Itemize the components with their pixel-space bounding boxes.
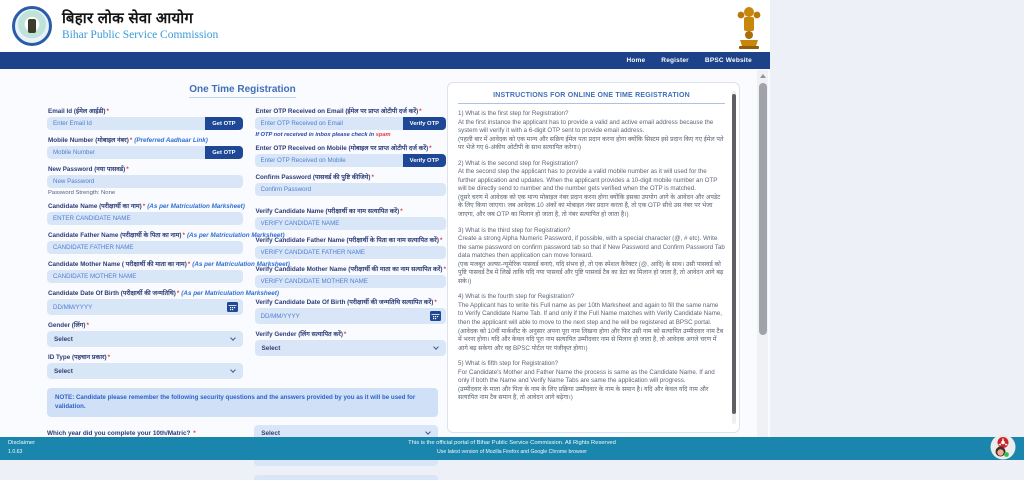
question-year-label: Which year did you complete your 10th/Matric?: [47, 429, 191, 437]
instruction-item-3: [458, 227, 725, 287]
instruction-answer-hi: (पहली बार में आवेदक को एक मान्य और सक्रिय ईमेल पता प्रदान करना होगा क्योंकि सिस्टम इसे प्रदान किए गए ईमेल पते पर भेजे गए 6-अंकीय ओटीपी के साथ सत्यापित करेगा।): [458, 135, 724, 152]
email-input[interactable]: [47, 117, 205, 130]
partially-visible-select[interactable]: [254, 475, 438, 480]
candidate-name-input[interactable]: [47, 212, 243, 225]
verify-otp-email-button[interactable]: Verify OTP: [403, 117, 446, 130]
required-marker: *: [187, 261, 191, 268]
instructions-panel: [447, 82, 740, 433]
dob-field: [47, 288, 279, 315]
required-marker: *: [443, 266, 446, 273]
instructions-scrollbar-track[interactable]: [732, 91, 736, 424]
matriculation-hint: (As per Matriculation Marksheet): [186, 232, 285, 239]
instruction-answer-en: The Applicant has to write his Full name as per 10th Marksheet and again to fill the same name to Verify Candidate Name Tab. If and only if the Full Name matches with Verify Candidate Name, then the applicant will able to move to the next step and he will be registered at BPSC portal.: [458, 301, 723, 327]
instruction-answer-hi: (दूसरे चरण में आवेदक को एक मान्य मोबाइल नंबर प्रदान करना होगा क्योंकि इसका उपयोग आगे के आवेदन और अपडेट के लिए किया जाएगा। जब आवेदक 10 अंकों का मोबाइल नंबर प्रदान करता है, तो एक OTP सीधे उस नंबर पर भेजा जाएगा, और जब OTP का मिलान हो जाता है, तो नंबर सत्यापित हो जाता है।): [458, 193, 721, 219]
instruction-answer-hi: (एक मजबूत अल्फा-न्यूमेरिक पासवर्ड बनाएं, यदि संभव हो, तो एक स्पेशल कैरेक्टर (@, आदि) के साथ। उसी पासवर्ड को पुष्टि पासवर्ड टैब में लिखें ताकि यदि नया पासवर्ड और पुष्टि पासवर्ड टैब का डेटा का मिलान हो जाता है, तो आवेदन आगे बढ़ सके।): [458, 260, 724, 285]
gender-select-value: Select: [54, 335, 73, 343]
chevron-down-icon: [230, 335, 236, 341]
verify-mother-name-input[interactable]: [255, 275, 446, 288]
chevron-down-icon: [433, 344, 439, 350]
nav-register-link[interactable]: Register: [661, 57, 689, 64]
spam-warning-text: [256, 132, 446, 138]
ashoka-emblem-icon: [735, 4, 763, 50]
instruction-answer-en: At the second step the applicant has to provide a valid mobile number as it will used for the further application and updates. When the applicant provides a 10-digit mobile number an OTP will be directly send to number and the number gets verified when the OTP is matched.: [458, 168, 718, 193]
nav-home-link[interactable]: Home: [626, 57, 646, 64]
verify-dob-calendar-icon[interactable]: [430, 308, 446, 324]
new-password-field: [47, 164, 243, 196]
id-type-select[interactable]: [47, 363, 243, 379]
gender-label: Gender (लिंग): [48, 322, 86, 329]
dob-input[interactable]: [47, 299, 227, 315]
verify-gender-select-value: Select: [261, 344, 281, 352]
id-type-select-value: Select: [54, 367, 73, 375]
bpsc-logo-seal-icon: [12, 6, 52, 46]
footer-browser-text: Use latest version of Mozilla Firefox and Google Chrome browser: [437, 449, 587, 455]
page-scrollbar-track[interactable]: [757, 70, 768, 437]
form-right-column: [255, 106, 446, 384]
otp-mobile-label: Enter OTP Received on Mobile (मोबाइल पर प्राप्त ओटीपी दर्ज करें): [255, 145, 429, 152]
scroll-up-arrow-icon[interactable]: [760, 74, 766, 78]
instruction-question: 3) What is the third step for Registration?: [458, 226, 571, 234]
footer: [0, 437, 1024, 460]
required-marker: *: [193, 429, 196, 437]
verify-candidate-name-label: Verify Candidate Name (परीक्षार्थी का नाम सत्यापित करें): [255, 208, 400, 215]
top-navbar: [0, 52, 770, 69]
get-otp-email-button[interactable]: Get OTP: [205, 117, 242, 130]
aadhaar-link-hint: (Preferred Aadhaar Link): [134, 137, 208, 144]
id-type-field: [47, 352, 243, 379]
instruction-answer-hi: (आवेदक को 10वीं मार्कशीट के अनुसार अपना पूरा नाम लिखना होगा और फिर उसी नाम को सत्यापित उम्मीदवार नाम टैब में भरना होगा। यदि और केवल यदि पूरा नाम सत्यापित उम्मीदवार नाम से मिलान हो जाता है, तो आवेदक अगले चरण में आगे बढ़ सकेगा और वह BPSC पोर्टल पर पंजीकृत होगा।): [458, 327, 724, 352]
verify-candidate-name-input[interactable]: [255, 217, 446, 230]
required-marker: *: [371, 174, 374, 181]
dob-label: Candidate Date Of Birth (परीक्षार्थी की जन्मतिथि): [48, 290, 176, 297]
father-name-label: Candidate Father Name (परीक्षार्थी के पिता का नाम): [48, 232, 182, 239]
required-marker: *: [176, 290, 180, 297]
header-titles: [62, 8, 218, 41]
gender-select[interactable]: [47, 331, 243, 347]
required-marker: *: [106, 108, 109, 115]
verify-father-name-field: [255, 235, 446, 259]
id-type-label: ID Type (पहचान प्रकार): [48, 354, 107, 361]
instruction-item-2: [458, 160, 725, 220]
email-field: [47, 106, 243, 130]
chevron-down-icon: [425, 430, 431, 436]
form-left-column: [47, 106, 290, 384]
verify-gender-field: [255, 329, 446, 356]
verify-otp-mobile-button[interactable]: Verify OTP: [403, 154, 446, 167]
mobile-input[interactable]: [47, 146, 205, 159]
instruction-question: 4) What is the fourth step for Registration?: [458, 293, 575, 301]
verify-dob-input[interactable]: [255, 308, 430, 324]
main-content: [0, 69, 770, 437]
required-marker: *: [86, 322, 89, 329]
instruction-answer-en: For Candidate's Mother and Father Name the process is same as the Candidate Name. If and only if both the Name and Verify Name Tabs are same the application will progress.: [458, 368, 715, 385]
get-otp-mobile-button[interactable]: Get OTP: [205, 146, 242, 159]
required-marker: *: [439, 237, 443, 244]
verify-gender-select[interactable]: [255, 340, 446, 356]
verify-mother-name-field: [255, 264, 446, 288]
nav-bpsc-website-link[interactable]: BPSC Website: [704, 57, 752, 64]
confirm-password-input[interactable]: [255, 183, 446, 196]
father-name-field: [47, 230, 285, 254]
instruction-question: 5) What is fifth step for Registration?: [458, 360, 559, 368]
disclaimer-link[interactable]: Disclaimer: [8, 440, 36, 446]
required-marker: *: [400, 208, 403, 215]
registration-form: [47, 79, 446, 480]
header: [0, 0, 770, 52]
mother-name-input[interactable]: [47, 270, 243, 283]
footer-official-text: This is the official portal of Bihar Public Service Commission. All Rights Reserved: [408, 440, 616, 446]
verify-mother-name-label: Verify Candidate Mother Name (परीक्षार्थी की माता का नाम सत्यापित करें): [255, 266, 443, 273]
candidate-name-label: Candidate Name (परीक्षार्थी का नाम): [48, 203, 142, 210]
matriculation-hint: (As per Matriculation Marksheet): [181, 290, 279, 297]
new-password-label: New Password (नया पासवर्ड): [48, 166, 126, 173]
gender-field: [47, 320, 243, 347]
otp-mobile-field: [255, 143, 446, 167]
required-marker: *: [419, 108, 422, 115]
form-title: One Time Registration: [189, 84, 296, 98]
required-marker: *: [126, 166, 129, 173]
instructions-title: INSTRUCTIONS FOR ONLINE ONE TIME REGISTRATION: [493, 92, 690, 99]
page-scrollbar-thumb[interactable]: [759, 83, 767, 335]
spam-highlight: spam: [375, 132, 391, 138]
mother-name-label: Candidate Mother Name ( परीक्षार्थी की माता का नाम): [48, 261, 187, 268]
verify-dob-label: Verify Candidate Date Of Birth (परीक्षार्थी की जन्मतिथि सत्यापित करें): [255, 299, 434, 306]
dob-calendar-icon[interactable]: [227, 299, 243, 315]
mobile-label: Mobile Number (मोबाइल नंबर): [48, 137, 129, 144]
question-year-select-value: Select: [261, 429, 281, 437]
instruction-item-4: [458, 293, 725, 353]
required-marker: *: [142, 203, 146, 210]
instruction-item-1: [458, 110, 725, 153]
required-marker: *: [343, 331, 347, 338]
otp-email-input[interactable]: [255, 117, 403, 130]
required-marker: *: [429, 145, 432, 152]
divider: [458, 103, 725, 104]
verify-gender-label: Verify Gender (लिंग सत्यापित करें): [255, 331, 343, 338]
instruction-question: 1) What is the first step for Registration?: [458, 110, 569, 117]
otp-mobile-input[interactable]: [255, 154, 403, 167]
otp-email-label: Enter OTP Received on Email (ईमेल पर प्राप्त ओटीपी दर्ज करें): [255, 108, 419, 115]
father-name-input[interactable]: [47, 241, 243, 254]
email-label: Email Id (ईमेल आईडी): [48, 108, 106, 115]
verify-father-name-input[interactable]: [255, 246, 446, 259]
verify-candidate-name-field: [255, 206, 446, 230]
mobile-field: [47, 135, 243, 159]
required-marker: *: [107, 354, 111, 361]
version-text: 1.0.63: [8, 449, 23, 455]
chevron-down-icon: [230, 367, 236, 373]
instruction-item-5: [458, 360, 725, 403]
spam-warning-body: If OTP not received in inbox please check in: [255, 132, 375, 138]
mother-name-field: [47, 259, 290, 283]
site-title-english: Bihar Public Service Commission: [62, 29, 219, 41]
new-password-input[interactable]: [47, 175, 243, 188]
required-marker: *: [434, 299, 437, 306]
verify-dob-field: [255, 297, 446, 324]
matriculation-hint: (As per Matriculation Marksheet): [192, 261, 290, 268]
confirm-password-field: [255, 172, 446, 196]
candidate-name-field: [47, 201, 243, 225]
verify-father-name-label: Verify Candidate Father Name (परीक्षार्थी के पिता का नाम सत्यापित करें): [255, 237, 439, 244]
footer-center: [0, 440, 1024, 455]
instruction-answer-en: At the first instance the applicant has to provide a valid and active email address because the system will verify it with a 6-digit OTP sent to provide email address.: [458, 118, 714, 135]
browser-extension-widget-icon[interactable]: [990, 434, 1016, 460]
instruction-answer-en: Create a strong Alpha Numeric Password, if possible, with a special character (@, # etc). Write the same password on confirm password tab so that if New Password and Confirm Password Tab data matches then application can move forward.: [458, 235, 725, 260]
instructions-scrollbar-thumb[interactable]: [732, 94, 736, 414]
instruction-answer-hi: (उम्मीदवार के माता और पिता के नाम के लिए प्रक्रिया उम्मीदवार के नाम के समान है। यदि और केवल यदि नाम और सत्यापित नाम टैब समान है, तो आवेदन आगे बढ़ेगा।): [458, 385, 709, 402]
confirm-password-label: Confirm Password (पासवर्ड की पुष्टि कीजिये): [255, 174, 371, 181]
password-strength-text: Password Strength: None: [48, 190, 116, 196]
otp-email-field: [255, 106, 446, 138]
security-note: NOTE: Candidate please remember the following security questions and the answers provided by you as it will be used for validation.: [47, 388, 438, 417]
site-title-hindi: बिहार लोक सेवा आयोग: [62, 10, 194, 27]
instruction-question: 2) What is the second step for Registration?: [458, 159, 579, 167]
required-marker: *: [129, 137, 133, 144]
required-marker: *: [182, 232, 185, 239]
matriculation-hint: (As per Matriculation Marksheet): [147, 203, 245, 210]
